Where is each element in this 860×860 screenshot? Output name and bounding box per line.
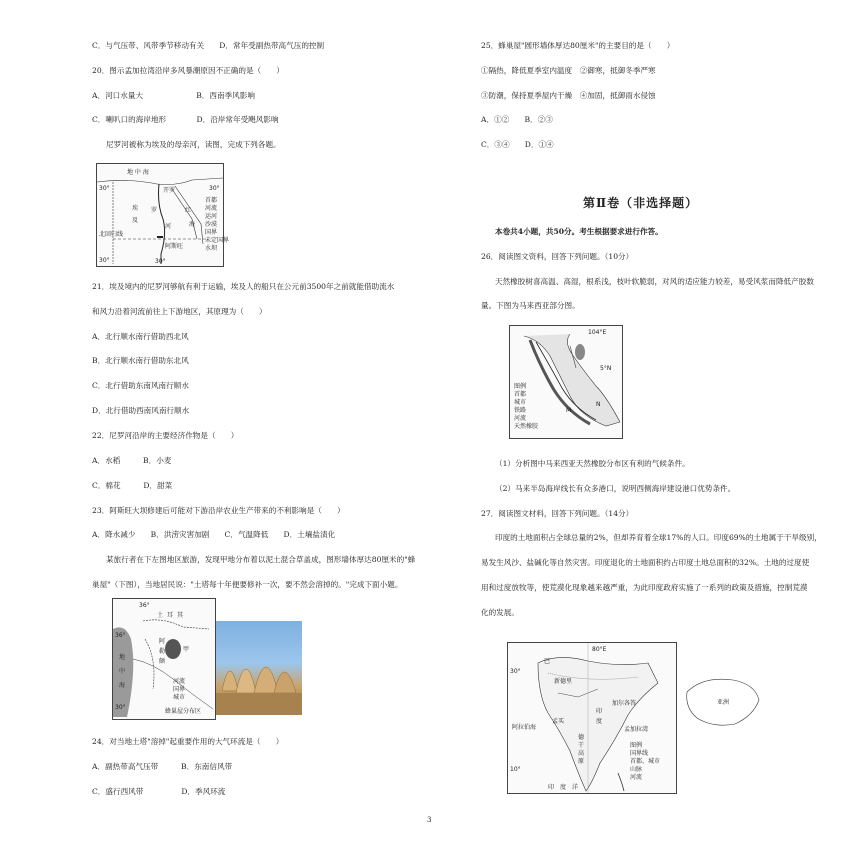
svg-text:高: 高 (578, 750, 585, 757)
option-line: A．副热带高气压带 B．东南信风带 (92, 762, 233, 771)
option-line: C．喇叭口的海岸地形 D．沿岸常年受飓风影响 (92, 115, 279, 124)
option-line: A．水稻 B．小麦 (92, 456, 172, 465)
svg-text:阿: 阿 (159, 638, 166, 645)
svg-text:36°: 36° (115, 632, 126, 639)
svg-text:图例: 图例 (630, 742, 643, 749)
svg-text:阿斯旺: 阿斯旺 (165, 243, 184, 250)
option-line: C．与气压带、风带季节移动有关 D．常年受副热带高气压的控制 (92, 41, 325, 50)
question-20: 20．图示孟加拉湾沿岸多风暴潮原因不正确的是（ ） (92, 66, 284, 75)
svg-text:阿拉伯海: 阿拉伯海 (512, 724, 537, 731)
svg-text:巴: 巴 (544, 658, 551, 665)
option-line: B．北行顺水南行借助东北风 (92, 356, 189, 365)
svg-text:红: 红 (185, 207, 192, 214)
svg-text:海: 海 (119, 682, 126, 689)
syria-map (112, 598, 216, 720)
svg-text:中: 中 (119, 668, 126, 675)
svg-text:甲: 甲 (183, 646, 190, 653)
svg-text:30°: 30° (510, 668, 521, 675)
egypt-map (96, 163, 230, 267)
svg-text:30°: 30° (99, 185, 110, 192)
q26-text: 天然橡胶树喜高温、高湿，根系浅，枝叶软脆弱，对风的适应能力较差，易受风浆而降低产胶数 (495, 277, 814, 286)
question-21: 21．埃及境内的尼罗河够航有利于运输，埃及人的船只在公元前3500年之前就能借助流水 (92, 282, 395, 291)
svg-text:国界: 国界 (205, 229, 218, 236)
svg-text:罗: 罗 (151, 207, 158, 214)
page-number: 3 (427, 816, 432, 824)
svg-text:国界线: 国界线 (630, 750, 649, 757)
q26-sub1: （1）分析图中马来西亚天然橡胶分布区有利的气候条件。 (495, 459, 690, 468)
svg-text:首都: 首都 (514, 391, 527, 398)
svg-text:城市: 城市 (514, 399, 527, 406)
q26-sub2: （2）马来半岛海岸线长有众多港口，说明西侧海岸建设港口优势条件。 (495, 484, 736, 493)
svg-text:80°E: 80°E (592, 646, 607, 653)
q27-text: 印度的土地面积占全球总量的2%，但却养育着全球17%的人口。印度69%的土地属于干旱级别， (495, 533, 822, 542)
svg-text:国界: 国界 (173, 686, 186, 693)
question-23: 23．阿斯旺大坝修建后可能对下游沿岸农业生产带来的不利影响是（ ） (92, 506, 345, 515)
intro-text-cont: 巢屋"（下图），当地居民说："土塔每十年便要修补一次，要不然会溶掉的。"完成下面小题。 (92, 580, 403, 589)
malaysia-map (509, 325, 623, 439)
svg-text:M: M (566, 407, 572, 414)
svg-text:36°: 36° (139, 602, 150, 609)
svg-text:N: N (596, 401, 601, 408)
option-line: A．降水减少 B．洪涝灾害加剧 C．气温降低 D．土壤盐渍化 (92, 530, 336, 539)
svg-text:运河: 运河 (205, 213, 218, 220)
question-22: 22．尼罗河沿岸的主要经济作物是（ ） (92, 431, 239, 440)
svg-text:勒: 勒 (159, 648, 166, 655)
svg-text:干: 干 (578, 742, 585, 749)
svg-text:埃: 埃 (132, 205, 139, 212)
option-line: C．③④ D．①④ (481, 140, 554, 149)
svg-text:山脉: 山脉 (630, 766, 643, 773)
question-26: 26．阅读图文资料，回答下列问题。（10分） (481, 252, 634, 261)
question-25: 25．蜂巢屋"圆形墙体厚达80厘米"的主要目的是（ ） (481, 41, 675, 50)
svg-text:河流: 河流 (205, 205, 218, 212)
svg-text:未定国界: 未定国界 (205, 237, 230, 244)
section-note: 本卷共4小题，共50分。考生根据要求进行作答。 (495, 227, 663, 236)
svg-text:河流: 河流 (173, 678, 186, 685)
svg-text:孟买: 孟买 (552, 718, 565, 725)
svg-text:水坝: 水坝 (205, 245, 218, 252)
option-line: A．河口水量大 B．西南季风影响 (92, 91, 255, 100)
q27-text-cont: 易发生风沙、盐碱化等自然灾害。印度退化的土地面积约占印度土地总面积的32%。土地的过度使 (481, 558, 810, 567)
svg-text:天然橡胶: 天然橡胶 (514, 423, 539, 430)
svg-text:印: 印 (596, 708, 603, 715)
svg-text:其: 其 (177, 612, 184, 619)
svg-text:及: 及 (132, 217, 139, 224)
intro-text: 尼罗河被称为埃及的母亲河，读图，完成下列各题。 (106, 140, 281, 149)
option-line: C．棉花 D．甜菜 (92, 481, 173, 490)
beehive-house-photo (216, 621, 302, 715)
svg-text:开罗: 开罗 (163, 187, 176, 194)
svg-text:沙漠: 沙漠 (205, 221, 218, 228)
map-label: 地 中 海 (127, 169, 149, 176)
svg-text:亚洲: 亚洲 (717, 699, 730, 706)
svg-text:30°: 30° (115, 704, 126, 711)
svg-text:104°E: 104°E (588, 329, 607, 336)
svg-text:10°: 10° (510, 766, 521, 773)
option-line: ①隔热，降低夏季室内温度 ②御寒，抵御冬季严寒 (481, 66, 656, 75)
svg-text:原: 原 (578, 758, 585, 765)
option-line: A．北行顺水南行借助西北风 (92, 332, 189, 341)
svg-text:30°: 30° (99, 257, 110, 264)
svg-text:铁路: 铁路 (514, 407, 527, 414)
svg-text:加尔各答: 加尔各答 (612, 700, 637, 707)
q27-text-cont: 化的发展。 (481, 608, 519, 617)
svg-text:印 度 洋: 印 度 洋 (548, 784, 579, 791)
intro-text: 某旅行者在下左图地区旅游，发现甲地分布着以泥土混合草盖成，图形墙体厚达80厘米的"蜂 (106, 555, 416, 564)
svg-text:30°: 30° (155, 258, 166, 265)
question-21-cont: 和风力沿着河流前往上下游地区，其原理为（ ） (92, 307, 267, 316)
svg-text:蜂巢屋分布区: 蜂巢屋分布区 (165, 708, 202, 715)
svg-text:土: 土 (157, 612, 164, 619)
svg-text:德: 德 (578, 734, 585, 741)
svg-text:耳: 耳 (167, 612, 174, 619)
svg-text:30°: 30° (209, 185, 220, 192)
svg-text:首都: 首都 (205, 197, 218, 204)
svg-text:图例: 图例 (514, 383, 527, 390)
svg-text:新德里: 新德里 (554, 678, 573, 685)
option-line: C．北行借助东南风南行顺水 (92, 381, 189, 390)
svg-text:颇: 颇 (159, 658, 166, 665)
svg-text:城市: 城市 (173, 694, 186, 701)
svg-text:度: 度 (596, 718, 603, 725)
q26-text-cont: 量。下图为马来西亚部分图。 (481, 301, 580, 310)
svg-text:河流: 河流 (514, 415, 527, 422)
svg-text:河: 河 (165, 223, 172, 230)
question-24: 24．对当地土塔"溶掉"起重要作用的大气环流是（ ） (92, 737, 284, 746)
svg-text:北回归线: 北回归线 (99, 231, 124, 238)
option-line: A．①② B．②③ (481, 115, 553, 124)
svg-text:海: 海 (189, 221, 196, 228)
svg-text:河流: 河流 (630, 774, 643, 781)
question-27: 27．阅读图文材料，回答下列问题。（14分） (481, 509, 634, 518)
q27-text-cont: 用和过度放牧等，使荒漠化现象越来越严重，为此印度政府实施了一系列的政策及措施，控制荒漠 (481, 583, 808, 592)
svg-text:孟加拉湾: 孟加拉湾 (624, 726, 649, 733)
india-map (507, 642, 677, 794)
option-line: ③防潮，保持夏季屋内干燥 ④加固，抵御雨水侵蚀 (481, 91, 656, 100)
svg-text:地: 地 (119, 654, 126, 661)
asia-inset-map (683, 672, 763, 732)
option-line: D．北行借助西南风南行顺水 (92, 406, 190, 415)
option-line: C．盛行西风带 D．季风环流 (92, 787, 226, 796)
svg-text:5°N: 5°N (600, 365, 612, 372)
svg-text:首都、城市: 首都、城市 (630, 758, 661, 765)
section-title: 第Ⅱ卷（非选择题） (583, 196, 699, 210)
